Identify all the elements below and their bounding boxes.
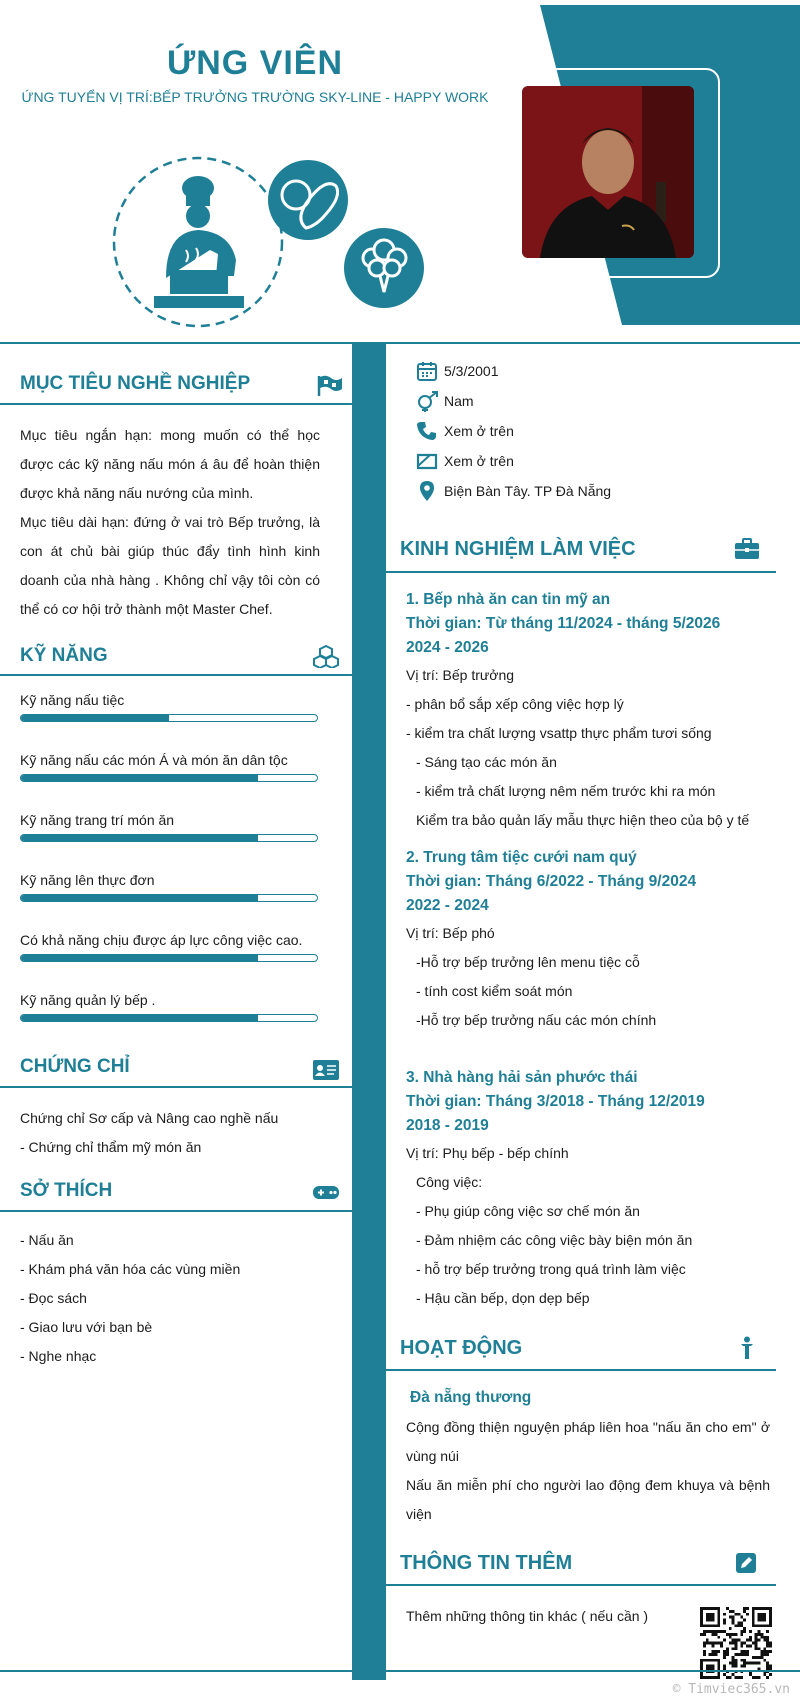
extra-underline bbox=[386, 1584, 776, 1586]
job-time: Thời gian: Từ tháng 11/2024 - tháng 5/2026 bbox=[406, 615, 721, 632]
edit-icon bbox=[733, 1551, 761, 1575]
job-name: 1. Bếp nhà ăn can tin mỹ an bbox=[406, 591, 611, 608]
job-time: Thời gian: Tháng 3/2018 - Tháng 12/2019 bbox=[406, 1093, 705, 1110]
job-line: - Sáng tạo các món ăn bbox=[416, 754, 557, 770]
gender-value: Nam bbox=[444, 393, 474, 409]
skill-bar bbox=[20, 714, 318, 722]
footer-divider bbox=[0, 1670, 800, 1672]
candidate-photo bbox=[522, 86, 694, 258]
experience-underline bbox=[386, 571, 776, 573]
birthday-value: 5/3/2001 bbox=[444, 363, 499, 379]
candidate-name: ỨNG VIÊN bbox=[166, 44, 343, 82]
phone-icon bbox=[416, 420, 438, 442]
job-line: - Đảm nhiệm các công việc bày biện món ăn bbox=[416, 1232, 693, 1248]
activity-line: Nấu ăn miễn phí cho người lao động đem khuya và bệnh viện bbox=[406, 1477, 770, 1522]
center-column-bar bbox=[352, 342, 386, 1680]
skill-bar-fill bbox=[21, 775, 258, 781]
skills-underline bbox=[0, 674, 352, 676]
hobby-item: - Nghe nhạc bbox=[20, 1348, 97, 1364]
skill-bar bbox=[20, 894, 318, 902]
job-name: 3. Nhà hàng hải sản phước thái bbox=[406, 1069, 638, 1086]
chef-illustration bbox=[100, 150, 440, 330]
skills-title: KỸ NĂNG bbox=[20, 645, 108, 666]
gamepad-icon bbox=[312, 1180, 340, 1204]
header-divider bbox=[0, 342, 800, 344]
experience-title: KINH NGHIỆM LÀM VIỆC bbox=[400, 538, 636, 560]
briefcase-icon bbox=[733, 537, 761, 561]
activities-underline bbox=[386, 1369, 776, 1371]
skill-label: Kỹ năng lên thực đơn bbox=[20, 872, 155, 888]
hobbies-title: SỞ THÍCH bbox=[20, 1180, 113, 1201]
email-value: Xem ở trên bbox=[444, 453, 514, 469]
job-line: - Hậu cần bếp, dọn dẹp bếp bbox=[416, 1290, 590, 1306]
hobby-item: - Đọc sách bbox=[20, 1290, 87, 1306]
objective-short-term: Mục tiêu ngắn hạn: mong muốn có thể học được các kỹ năng nấu món á âu để hoàn thiện được khả năng nấu nướng của mình. bbox=[20, 427, 320, 501]
hobbies-underline bbox=[0, 1210, 352, 1212]
activities-title: HOẠT ĐỘNG bbox=[400, 1337, 523, 1359]
job-years: 2022 - 2024 bbox=[406, 897, 489, 914]
flag-icon bbox=[316, 374, 344, 398]
job-line: - Phụ giúp công việc sơ chế món ăn bbox=[416, 1203, 640, 1219]
job-line: - kiểm tra chất lượng vsattp thực phẩm tươi sống bbox=[406, 725, 712, 741]
extra-text: Thêm những thông tin khác ( nếu cần ) bbox=[406, 1608, 649, 1624]
job-line: - kiểm trả chất lượng nêm nếm trước khi ra món bbox=[416, 783, 716, 799]
job-line: Công việc: bbox=[416, 1174, 483, 1190]
activity-line: Cộng đồng thiện nguyện pháp liên hoa "nấu ăn cho em" ở vùng núi bbox=[406, 1419, 770, 1464]
applied-position: ỨNG TUYỂN VỊ TRÍ:BẾP TRƯỞNG TRƯỜNG SKY-LINE - HAPPY WORK bbox=[21, 89, 489, 105]
job-line: Kiểm tra bảo quản lấy mẫu thực hiện theo của bộ y tế bbox=[416, 812, 750, 828]
extra-title: THÔNG TIN THÊM bbox=[400, 1552, 573, 1574]
objective-long-term: Mục tiêu dài hạn: đứng ở vai trò Bếp trưởng, là con át chủ bài giúp thúc đẩy tình hình kinh doanh của nhà hàng . Không chỉ vậy tôi còn có thể có cơ hội trở thành một Master Chef. bbox=[20, 514, 320, 617]
hobby-item: - Giao lưu với bạn bè bbox=[20, 1319, 153, 1335]
hobby-item: - Khám phá văn hóa các vùng miền bbox=[20, 1261, 241, 1277]
certificates-underline bbox=[0, 1086, 352, 1088]
id-card-icon bbox=[312, 1058, 340, 1082]
certificate-item: - Chứng chỉ thẩm mỹ món ăn bbox=[20, 1139, 202, 1155]
job-line: Vị trí: Bếp trưởng bbox=[406, 667, 515, 683]
job-years: 2024 - 2026 bbox=[406, 639, 489, 656]
job-name: 2. Trung tâm tiệc cưới nam quý bbox=[406, 849, 637, 866]
skill-bar bbox=[20, 774, 318, 782]
person-icon bbox=[733, 1336, 761, 1360]
address-value: Biện Bàn Tây. TP Đà Nẵng bbox=[444, 483, 612, 499]
skill-bar bbox=[20, 1014, 318, 1022]
skill-bar bbox=[20, 834, 318, 842]
job-line: Vị trí: Phụ bếp - bếp chính bbox=[406, 1145, 569, 1161]
skill-label: Có khả năng chịu được áp lực công việc cao. bbox=[20, 932, 303, 948]
phone-value: Xem ở trên bbox=[444, 423, 514, 439]
skill-bar bbox=[20, 954, 318, 962]
cubes-icon bbox=[312, 644, 340, 668]
job-line: -Hỗ trợ bếp trưởng lên menu tiệc cỗ bbox=[416, 954, 640, 970]
email-icon bbox=[416, 450, 438, 472]
objective-underline bbox=[0, 403, 352, 405]
skill-bar-fill bbox=[21, 835, 258, 841]
watermark: © Timviec365.vn bbox=[672, 1682, 790, 1697]
skill-bar-fill bbox=[21, 1015, 258, 1021]
skill-bar-fill bbox=[21, 895, 258, 901]
certificates-title: CHỨNG CHỈ bbox=[20, 1056, 130, 1077]
job-line: Vị trí: Bếp phó bbox=[406, 925, 495, 941]
skill-label: Kỹ năng quản lý bếp . bbox=[20, 992, 156, 1008]
job-line: - phân bổ sắp xếp công việc hợp lý bbox=[406, 696, 624, 712]
skill-label: Kỹ năng trang trí món ăn bbox=[20, 812, 175, 828]
job-line: - tính cost kiểm soát món bbox=[416, 983, 573, 999]
skill-label: Kỹ năng nấu tiệc bbox=[20, 692, 125, 708]
job-line: -Hỗ trợ bếp trưởng nấu các món chính bbox=[416, 1012, 657, 1028]
certificate-item: Chứng chỉ Sơ cấp và Nâng cao nghề nấu bbox=[20, 1110, 279, 1126]
skill-bar-fill bbox=[21, 715, 169, 721]
job-time: Thời gian: Tháng 6/2022 - Tháng 9/2024 bbox=[406, 873, 697, 890]
gender-icon bbox=[416, 390, 442, 412]
skill-bar-fill bbox=[21, 955, 258, 961]
job-line: - hỗ trợ bếp trưởng trong quá trình làm việc bbox=[416, 1261, 686, 1277]
activity-org: Đà nẵng thương bbox=[410, 1389, 532, 1406]
job-years: 2018 - 2019 bbox=[406, 1117, 489, 1134]
qr-code[interactable] bbox=[700, 1607, 772, 1679]
objective-title: MỤC TIÊU NGHỀ NGHIỆP bbox=[20, 373, 251, 394]
calendar-icon bbox=[416, 360, 438, 382]
hobby-item: - Nấu ăn bbox=[20, 1232, 74, 1248]
skill-label: Kỹ năng nấu các món Á và món ăn dân tộc bbox=[20, 752, 288, 768]
location-icon bbox=[416, 480, 438, 502]
